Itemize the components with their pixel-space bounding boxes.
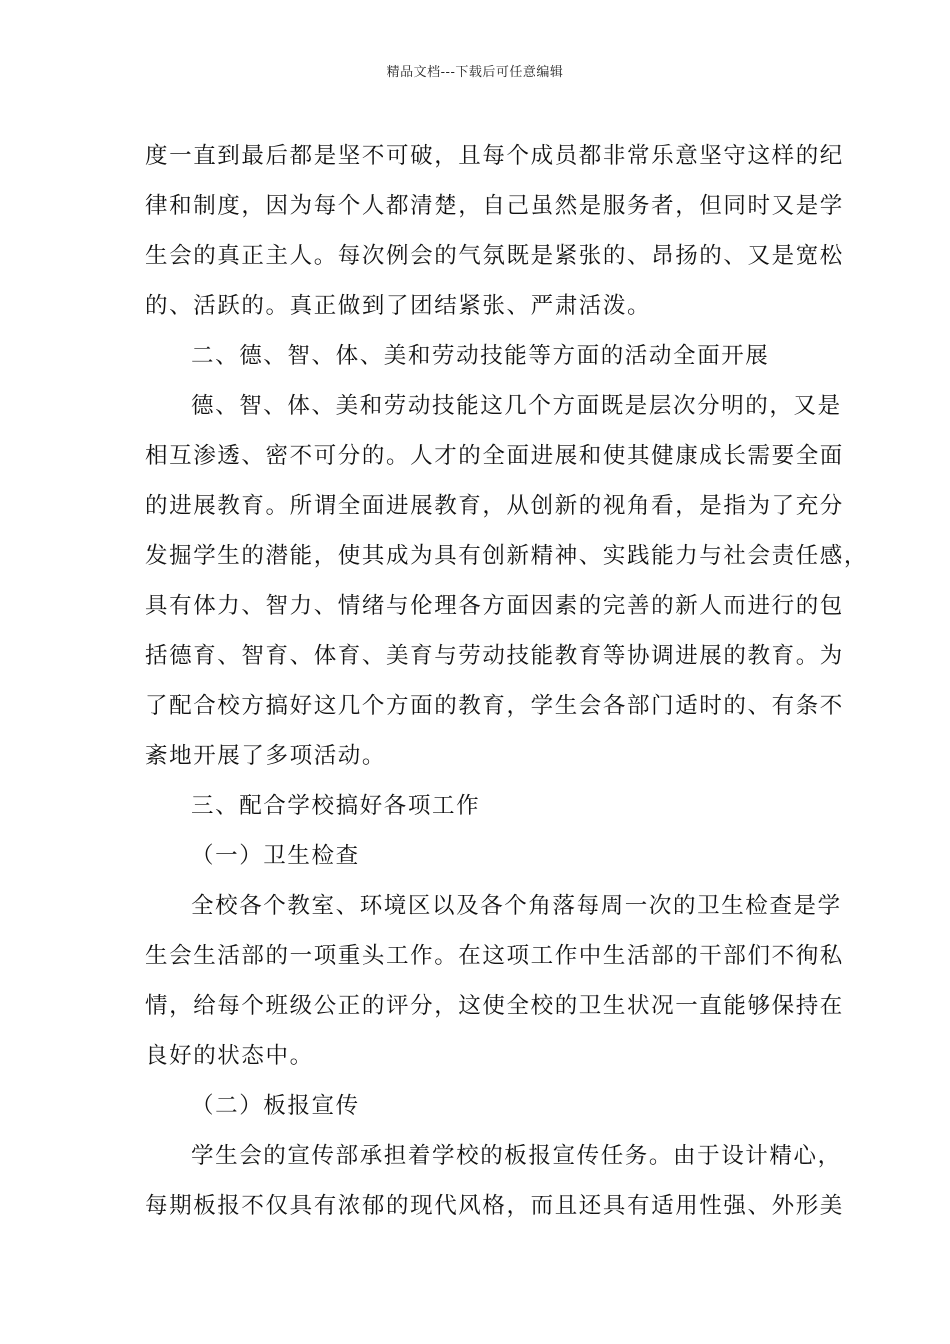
page-header: 精品文档---下载后可任意编辑 [386, 65, 564, 80]
body-line: 情，给每个班级公正的评分，这使全校的卫生状况一直能够保持在 [145, 993, 844, 1019]
body-line: 律和制度，因为每个人都清楚，自己虽然是服务者，但同时又是学 [145, 193, 844, 219]
body-line: 良好的状态中。 [145, 1043, 314, 1069]
paragraph-first-line: 德、智、体、美和劳动技能这几个方面既是层次分明的，又是 [191, 393, 842, 419]
subsection-heading: （二）板报宣传 [191, 1093, 360, 1119]
body-line: 括德育、智育、体育、美育与劳动技能教育等协调进展的教育。为 [145, 643, 844, 669]
body-line: 发掘学生的潜能，使其成为具有创新精神、实践能力与社会责任感， [145, 543, 869, 569]
paragraph-first-line: 全校各个教室、环境区以及各个角落每周一次的卫生检查是学 [191, 893, 842, 919]
section-heading: 二、德、智、体、美和劳动技能等方面的活动全面开展 [191, 343, 770, 369]
body-line: 具有体力、智力、情绪与伦理各方面因素的完善的新人而进行的包 [145, 593, 844, 619]
paragraph-first-line: 学生会的宣传部承担着学校的板报宣传任务。由于设计精心， [191, 1143, 842, 1169]
body-line: 的、活跃的。真正做到了团结紧张、严肃活泼。 [145, 293, 652, 319]
body-line: 度一直到最后都是坚不可破，且每个成员都非常乐意坚守这样的纪 [145, 143, 844, 169]
body-line: 的进展教育。所谓全面进展教育，从创新的视角看，是指为了充分 [145, 493, 844, 519]
body-line: 每期板报不仅具有浓郁的现代风格，而且还具有适用性强、外形美 [145, 1193, 844, 1219]
body-line: 生会的真正主人。每次例会的气氛既是紧张的、昂扬的、又是宽松 [145, 243, 844, 269]
body-line: 了配合校方搞好这几个方面的教育，学生会各部门适时的、有条不 [145, 693, 844, 719]
subsection-heading: （一）卫生检查 [191, 843, 360, 869]
section-heading: 三、配合学校搞好各项工作 [191, 793, 481, 819]
body-line: 生会生活部的一项重头工作。在这项工作中生活部的干部们不徇私 [145, 943, 844, 969]
document-body [145, 131, 869, 1231]
body-line: 紊地开展了多项活动。 [145, 743, 387, 769]
body-line: 相互渗透、密不可分的。人才的全面进展和使其健康成长需要全面 [145, 443, 844, 469]
